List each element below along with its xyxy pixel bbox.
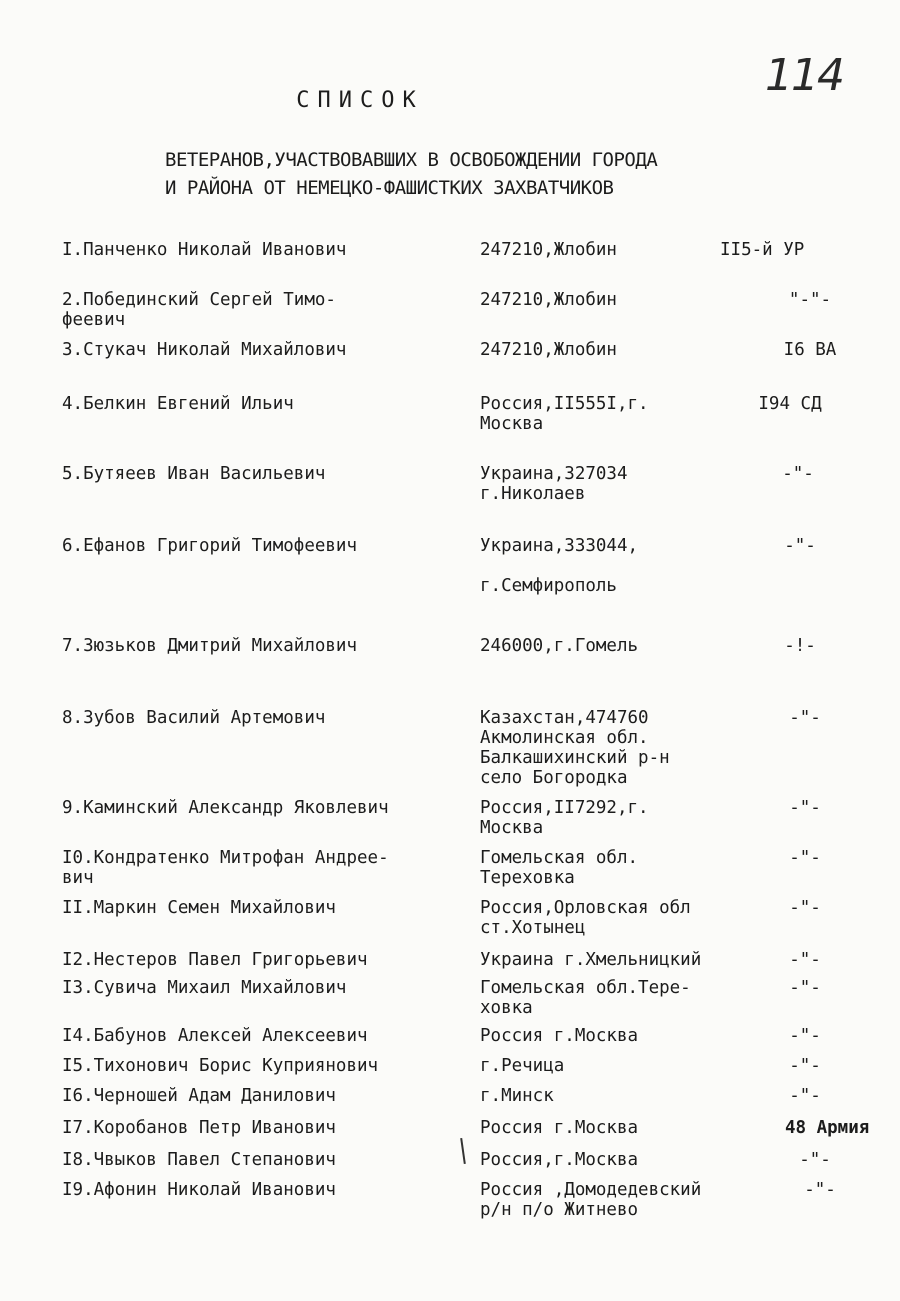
- veteran-name: I6.Черношей Адам Данилович: [62, 1086, 336, 1106]
- veteran-name: I7.Коробанов Петр Иванович: [62, 1118, 336, 1138]
- veteran-name: I4.Бабунов Алексей Алексеевич: [62, 1026, 368, 1046]
- veteran-unit: -"-: [789, 708, 821, 728]
- veteran-unit: -"-: [799, 1150, 831, 1170]
- veteran-name: 5.Бутяеев Иван Васильевич: [62, 464, 326, 484]
- veteran-unit: -"-: [784, 536, 816, 556]
- veteran-unit: -"-: [789, 950, 821, 970]
- veteran-unit: -"-: [789, 898, 821, 918]
- veteran-unit: -"-: [789, 798, 821, 818]
- veteran-unit: 48 Армия: [785, 1118, 870, 1138]
- veteran-name: II.Маркин Семен Михайлович: [62, 898, 336, 918]
- page-number: 114: [765, 50, 843, 101]
- veteran-unit: II5-й УР: [720, 240, 805, 260]
- veteran-name: I0.Кондратенко Митрофан Андрее- вич: [62, 848, 389, 888]
- subtitle-line-1: ВЕТЕРАНОВ,УЧАСТВОВАВШИХ В ОСВОБОЖДЕНИИ ГОРОДА: [165, 149, 658, 171]
- veteran-address: 247210,Жлобин: [480, 290, 617, 310]
- veteran-name: I8.Чвыков Павел Степанович: [62, 1150, 336, 1170]
- veteran-address: Россия г.Москва: [480, 1118, 639, 1138]
- veteran-name: 3.Стукач Николай Михайлович: [62, 340, 347, 360]
- veteran-address: г.Минск: [480, 1086, 554, 1106]
- veteran-name: 8.Зубов Василий Артемович: [62, 708, 326, 728]
- veteran-address: Казахстан,474760 Акмолинская обл. Балкашихинский р-н село Богородка: [480, 708, 670, 788]
- veteran-address: Гомельская обл.Тере- ховка: [480, 978, 691, 1018]
- veteran-name: I5.Тихонович Борис Куприянович: [62, 1056, 379, 1076]
- veteran-name: I.Панченко Николай Иванович: [62, 240, 347, 260]
- veteran-address: Гомельская обл. Тереховка: [480, 848, 639, 888]
- veteran-unit: -"-: [789, 1026, 821, 1046]
- veteran-name: 7.Зюзьков Дмитрий Михайлович: [62, 636, 358, 656]
- veteran-name: I9.Афонин Николай Иванович: [62, 1180, 336, 1200]
- veteran-address: 247210,Жлобин: [480, 340, 617, 360]
- veteran-address: Украина,333044, г.Семфирополь: [480, 536, 639, 596]
- veteran-unit: -!-: [784, 636, 816, 656]
- veteran-address: Россия г.Москва: [480, 1026, 639, 1046]
- veteran-name: I2.Нестеров Павел Григорьевич: [62, 950, 368, 970]
- veteran-unit: -"-: [804, 1180, 836, 1200]
- veteran-unit: I94 СД: [758, 394, 822, 414]
- veteran-unit: -"-: [789, 1056, 821, 1076]
- veteran-address: Россия,Орловская обл ст.Хотынец: [480, 898, 691, 938]
- veteran-unit: -"-: [782, 464, 814, 484]
- veteran-name: I3.Сувича Михаил Михайлович: [62, 978, 347, 998]
- veteran-name: 9.Каминский Александр Яковлевич: [62, 798, 389, 818]
- veteran-address: Россия,II7292,г. Москва: [480, 798, 649, 838]
- veteran-address: Украина,327034 г.Николаев: [480, 464, 628, 504]
- veteran-unit: -"-: [789, 848, 821, 868]
- subtitle-line-2: И РАЙОНА ОТ НЕМЕЦКО-ФАШИСТКИХ ЗАХВАТЧИКОВ: [165, 177, 614, 199]
- veteran-address: Россия ,Домодедевский р/н п/о Житнево: [480, 1180, 702, 1220]
- veteran-address: Россия,г.Москва: [480, 1150, 639, 1170]
- veteran-address: 247210,Жлобин: [480, 240, 617, 260]
- veteran-unit: "-"-: [788, 290, 832, 310]
- veteran-name: 2.Побединский Сергей Тимо- феевич: [62, 290, 336, 330]
- veteran-unit: I6 ВА: [783, 340, 837, 360]
- veteran-address: Украина г.Хмельницкий: [480, 950, 702, 970]
- veteran-name: 6.Ефанов Григорий Тимофеевич: [62, 536, 358, 556]
- veteran-address: г.Речица: [480, 1056, 565, 1076]
- veteran-address: 246000,г.Гомель: [480, 636, 639, 656]
- document-title: СПИСОК: [296, 88, 424, 113]
- veteran-unit: -"-: [789, 978, 821, 998]
- veteran-name: 4.Белкин Евгений Ильич: [62, 394, 294, 414]
- veteran-unit: -"-: [789, 1086, 821, 1106]
- veteran-address: Россия,II555I,г. Москва: [480, 394, 649, 434]
